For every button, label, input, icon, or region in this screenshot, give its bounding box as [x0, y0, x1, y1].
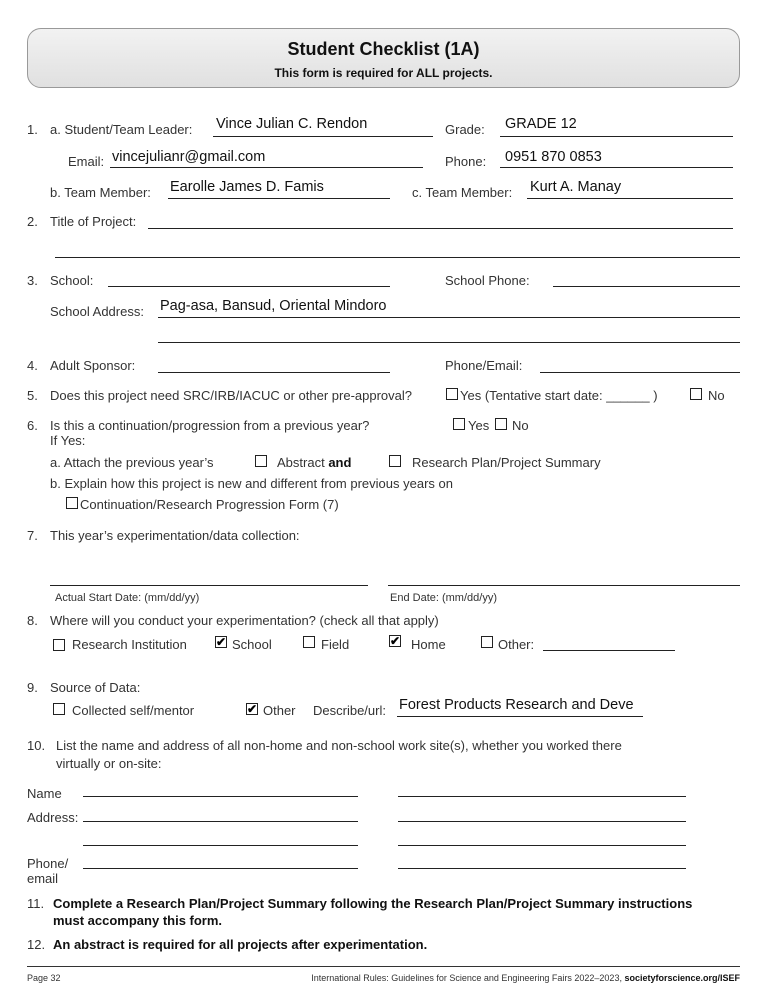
q6-text: Is this a continuation/progression from a previous year? — [50, 418, 370, 433]
abstract-checkbox[interactable] — [255, 455, 267, 467]
q9-number: 9. — [27, 680, 38, 695]
q10-text-2: virtually or on-site: — [56, 756, 162, 771]
q9-text: Source of Data: — [50, 680, 141, 695]
grade-label: Grade: — [445, 122, 485, 137]
school-label: School: — [50, 273, 94, 288]
site-phone-field-1[interactable] — [83, 868, 358, 869]
phone-field[interactable]: 0951 870 0853 — [505, 149, 602, 165]
member-c-label: c. Team Member: — [412, 185, 513, 200]
footer-divider — [27, 966, 740, 967]
school-phone-label: School Phone: — [445, 273, 530, 288]
q11-number: 11. — [27, 896, 45, 911]
collected-checkbox[interactable] — [53, 703, 65, 715]
q5-text: Does this project need SRC/IRB/IACUC or other pre-approval? — [50, 388, 412, 403]
q7-text: This year’s experimentation/data collection: — [50, 528, 300, 543]
school-address-line — [158, 317, 740, 318]
q5-yes-checkbox[interactable] — [446, 388, 458, 400]
sponsor-label: Adult Sponsor: — [50, 358, 136, 373]
site-name-label: Name — [27, 786, 62, 801]
q8-text: Where will you conduct your experimentation? (check all that apply) — [50, 613, 439, 628]
school-address-line2[interactable] — [158, 342, 740, 343]
other-location-label: Other: — [498, 637, 535, 652]
q12-number: 12. — [27, 937, 46, 952]
end-date-field[interactable] — [388, 585, 740, 586]
school-address-label: School Address: — [50, 304, 144, 319]
form-header — [27, 28, 740, 88]
other-source-checkbox[interactable]: ✔ — [247, 702, 258, 716]
phone-line — [500, 167, 733, 168]
site-phone-label: Phone/ — [27, 856, 69, 871]
q6-no-checkbox[interactable] — [495, 418, 507, 430]
q6-number: 6. — [27, 418, 38, 433]
site-name-field-2[interactable] — [398, 796, 686, 797]
q11-text: Complete a Research Plan/Project Summary following the Research Plan/Project Summary instructions — [53, 896, 693, 911]
q7-number: 7. — [27, 528, 38, 543]
school-phone-field[interactable] — [553, 286, 740, 287]
q4-number: 4. — [27, 358, 38, 373]
plan-label: Research Plan/Project Summary — [412, 455, 601, 470]
leader-label: a. Student/Team Leader: — [50, 122, 193, 137]
site-address-field-1b[interactable] — [83, 845, 358, 846]
member-b-label: b. Team Member: — [50, 185, 151, 200]
q8-number: 8. — [27, 613, 38, 628]
if-yes-label: If Yes: — [50, 433, 86, 448]
school-field[interactable] — [108, 286, 390, 287]
q5-no-label: No — [708, 388, 725, 403]
field-label: Field — [321, 637, 350, 652]
q3-number: 3. — [27, 273, 38, 288]
site-address-field-2[interactable] — [398, 821, 686, 822]
other-location-checkbox[interactable] — [481, 636, 493, 648]
field-checkbox[interactable] — [303, 636, 315, 648]
page-number: Page 32 — [27, 973, 61, 983]
site-address-field-2b[interactable] — [398, 845, 686, 846]
q10-number: 10. — [27, 738, 46, 753]
member-c-line — [527, 198, 733, 199]
q5-no-checkbox[interactable] — [690, 388, 702, 400]
email-field[interactable]: vincejulianr@gmail.com — [112, 149, 266, 165]
site-phone-field-2[interactable] — [398, 868, 686, 869]
other-location-field[interactable] — [543, 650, 675, 651]
school-option-label: School — [232, 637, 272, 652]
home-label: Home — [411, 637, 446, 652]
site-name-field-1[interactable] — [83, 796, 358, 797]
describe-line — [397, 716, 643, 717]
q11-text-2: must accompany this form. — [53, 913, 223, 928]
phone-label: Phone: — [445, 154, 487, 169]
page-subtitle: This form is required for ALL projects. — [274, 66, 493, 80]
q1-number: 1. — [27, 122, 38, 137]
leader-field[interactable]: Vince Julian C. Rendon — [216, 116, 368, 132]
end-date-label: End Date: (mm/dd/yy) — [390, 592, 497, 604]
home-checkbox[interactable]: ✔ — [390, 634, 401, 648]
start-date-field[interactable] — [50, 585, 368, 586]
title-label: Title of Project: — [50, 214, 137, 229]
footer-link[interactable]: societyforscience.org/ISEF — [624, 973, 740, 983]
q5-yes-label: Yes (Tentative start date: ______ ) — [460, 388, 658, 403]
collected-label: Collected self/mentor — [72, 703, 195, 718]
site-address-label: Address: — [27, 810, 79, 825]
start-date-label: Actual Start Date: (mm/dd/yy) — [55, 592, 200, 604]
title-field-line2[interactable] — [55, 257, 740, 258]
email-label: Email: — [68, 154, 105, 169]
abstract-label: Abstract and — [277, 455, 352, 470]
continuation-form-checkbox[interactable] — [66, 497, 78, 509]
site-email-label: email — [27, 871, 59, 886]
school-address-field[interactable]: Pag-asa, Bansud, Oriental Mindoro — [160, 298, 387, 314]
page-title: Student Checklist (1A) — [287, 39, 480, 59]
grade-line — [500, 136, 733, 137]
member-b-line — [168, 198, 390, 199]
q6-yes-checkbox[interactable] — [453, 418, 465, 430]
other-source-label: Other — [263, 703, 296, 718]
q2-number: 2. — [27, 214, 38, 229]
describe-label: Describe/url: — [313, 703, 386, 718]
q6a-text: a. Attach the previous year’s — [50, 455, 214, 470]
continuation-form-label: Continuation/Research Progression Form (7) — [80, 497, 339, 512]
sponsor-field[interactable] — [158, 372, 390, 373]
sponsor-contact-field[interactable] — [540, 372, 740, 373]
member-c-field[interactable]: Kurt A. Manay — [530, 179, 622, 195]
plan-checkbox[interactable] — [389, 455, 401, 467]
describe-field[interactable]: Forest Products Research and Deve — [399, 697, 634, 713]
research-institution-checkbox[interactable] — [53, 639, 65, 651]
email-line — [110, 167, 423, 168]
q6-no-label: No — [512, 418, 529, 433]
q12-text: An abstract is required for all projects after experimentation. — [53, 937, 428, 952]
member-b-field[interactable]: Earolle James D. Famis — [170, 179, 324, 195]
school-checkbox[interactable]: ✔ — [216, 635, 227, 649]
grade-field[interactable]: GRADE 12 — [505, 116, 577, 132]
q6-yes-label: Yes — [468, 418, 490, 433]
leader-line — [213, 136, 433, 137]
title-field[interactable] — [148, 228, 733, 229]
footer-text: International Rules: Guidelines for Science and Engineering Fairs 2022–2023, societyforscience.org/ISEF — [311, 973, 740, 983]
q10-text: List the name and address of all non-home and non-school work site(s), whether you worked there — [56, 738, 622, 753]
research-institution-label: Research Institution — [72, 637, 187, 652]
site-address-field-1[interactable] — [83, 821, 358, 822]
sponsor-contact-label: Phone/Email: — [445, 358, 523, 373]
q6b-text: b. Explain how this project is new and different from previous years on — [50, 476, 453, 491]
q5-number: 5. — [27, 388, 38, 403]
